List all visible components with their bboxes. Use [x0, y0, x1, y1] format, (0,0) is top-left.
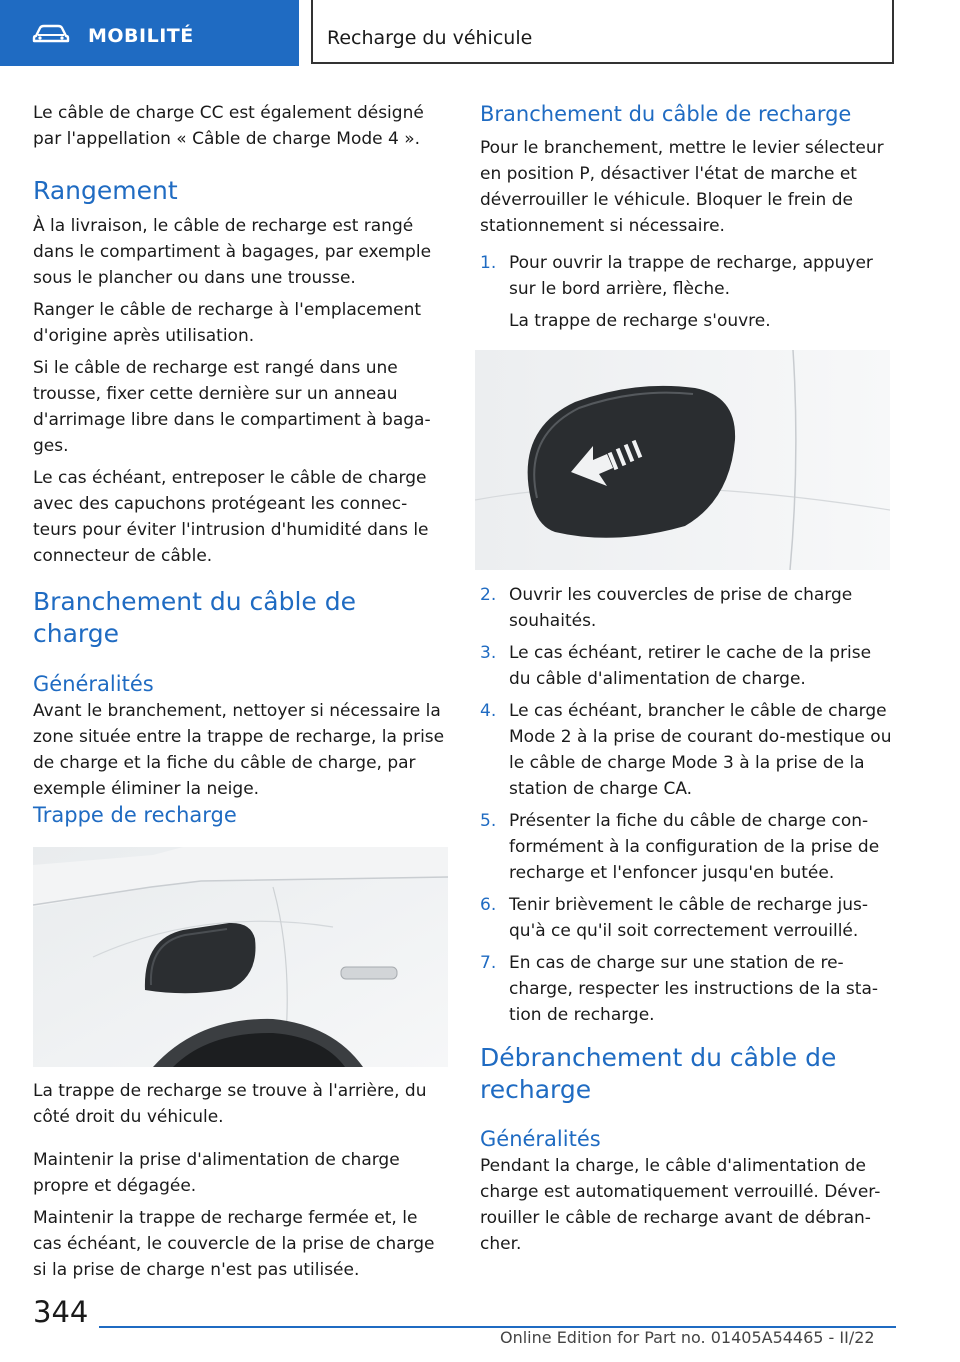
intro-block	[33, 100, 448, 152]
steps-continued	[480, 582, 895, 1028]
generalites-text: Avant le branchement, nettoyer si nécessaire la zone située entre la trappe de recharge, la prise de charge et la fiche du câble de charge, par exemple éliminer la neige.	[33, 701, 445, 799]
step-result: La trappe de recharge s'ouvre.	[509, 311, 771, 331]
section-tab	[0, 0, 299, 66]
step-item	[480, 250, 895, 302]
step-item	[480, 950, 895, 1028]
step-list	[480, 582, 895, 1028]
step-number: 7.	[480, 953, 497, 973]
edition-label: Online Edition for Part no. 01405A54465 - II/22	[500, 1328, 875, 1347]
step-text: Ouvrir les couvercles de prise de charge souhaités.	[509, 585, 853, 631]
step-text: Tenir brièvement le câble de recharge jus-qu'à ce qu'il soit correctement verrouillé.	[509, 895, 869, 941]
chapter-title: Recharge du véhicule	[327, 27, 533, 49]
step-number: 5.	[480, 811, 497, 831]
rangement-paragraph: Si le câble de recharge est rangé dans une trousse, fixer cette dernière sur un anneau d'arrimage libre dans le compartiment à baga-ges.	[33, 358, 431, 456]
generalites-heading: Généralités	[480, 1127, 601, 1151]
step-text: Présenter la fiche du câble de charge con-formément à la configuration de la prise de recharge et l'enfoncer jusqu'en butée.	[509, 811, 880, 883]
step-item	[480, 640, 895, 692]
step-item	[480, 892, 895, 944]
page-number: 344	[33, 1295, 89, 1329]
step-text: Le cas échéant, brancher le câble de charge Mode 2 à la prise de courant do-mestique ou le câble de charge Mode 3 à la prise de la station de charge CA.	[509, 701, 892, 799]
charging-flap-open-image	[475, 350, 890, 570]
intro-text: Le câble de charge CC est également désigné par l'appellation « Câble de charge Mode 4 ».	[33, 103, 424, 149]
rangement-paragraph: Le cas échéant, entreposer le câble de charge avec des capuchons protégeant les connec-teurs pour éviter l'intrusion d'humidité dans le connecteur de câble.	[33, 468, 429, 566]
car-icon	[32, 24, 70, 44]
step-number: 4.	[480, 701, 497, 721]
trappe-section	[33, 801, 448, 829]
trappe-text	[33, 1078, 448, 1283]
rangement-paragraph: Ranger le câble de recharge à l'emplacement d'origine après utilisation.	[33, 300, 422, 346]
chapter-header	[311, 0, 894, 64]
step-text: En cas de charge sur une station de re-charge, respecter les instructions de la sta-tion de recharge.	[509, 953, 879, 1025]
branchement-charge-section	[33, 586, 448, 802]
rangement-heading: Rangement	[33, 176, 178, 205]
charging-flap-image	[33, 847, 448, 1067]
step-list	[480, 250, 895, 302]
debranchement-text: Pendant la charge, le câble d'alimentation de charge est automatiquement verrouillé. Déver-rouiller le câble de recharge avant de débran-cher.	[480, 1156, 881, 1254]
debranchement-section	[480, 1042, 895, 1257]
trappe-paragraph: Maintenir la trappe de recharge fermée et, le cas échéant, le couvercle de la prise de charge si la prise de charge n'est pas utilisée.	[33, 1208, 435, 1280]
step-number: 3.	[480, 643, 497, 663]
step-text: Le cas échéant, retirer le cache de la prise du câble d'alimentation de charge.	[509, 643, 872, 689]
branchement-recharge-heading: Branchement du câble de recharge	[480, 102, 852, 126]
step-number: 1.	[480, 253, 497, 273]
step-item	[480, 582, 895, 634]
step-item	[480, 808, 895, 886]
generalites-heading: Généralités	[33, 672, 154, 696]
branchement-recharge-section	[480, 100, 895, 334]
step-item	[480, 698, 895, 802]
step-text: Pour ouvrir la trappe de recharge, appuyer sur le bord arrière, flèche.	[509, 253, 873, 299]
rangement-section	[33, 175, 448, 569]
section-label: MOBILITÉ	[88, 25, 194, 47]
trappe-paragraph: Maintenir la prise d'alimentation de charge propre et dégagée.	[33, 1150, 400, 1196]
debranchement-heading: Débranchement du câble de recharge	[480, 1043, 837, 1104]
step-number: 6.	[480, 895, 497, 915]
trappe-heading: Trappe de recharge	[33, 803, 237, 827]
branchement-intro: Pour le branchement, mettre le levier sélecteur en position P, désactiver l'état de marche et déverrouiller le véhicule. Bloquer le frein de stationnement si nécessaire.	[480, 138, 884, 236]
branchement-charge-heading: Branchement du câble de charge	[33, 587, 357, 648]
rangement-paragraph: À la livraison, le câble de recharge est rangé dans le compartiment à bagages, par exemple sous le plancher ou dans une trousse.	[33, 216, 432, 288]
trappe-paragraph: La trappe de recharge se trouve à l'arrière, du côté droit du véhicule.	[33, 1081, 427, 1127]
step-number: 2.	[480, 585, 497, 605]
